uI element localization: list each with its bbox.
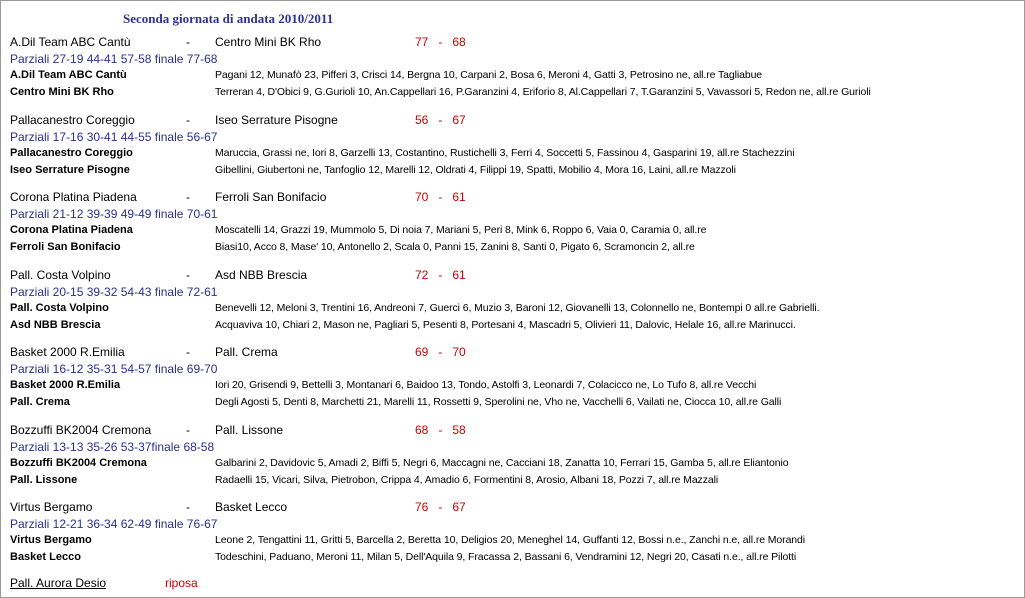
home-team-name: Bozzuffi BK2004 Cremona	[10, 422, 152, 437]
home-roster-team: Corona Platina Piadena	[10, 224, 133, 236]
home-roster-team: Pallacanestro Coreggio	[10, 146, 133, 159]
away-team-name: Iseo Serrature Pisogne	[215, 112, 338, 127]
away-roster-players: Radaelli 15, Vicari, Silva, Pietrobon, Crippa 4, Amadio 6, Formentini 8, Arosio, Albani 18, Pozzi 7, all.re Mazzali	[215, 473, 719, 486]
partial-scores: Parziali 16-12 35-31 54-57 finale 69-70	[10, 362, 218, 376]
away-roster-players: Degli Agosti 5, Denti 8, Marchetti 21, Marelli 11, Rossetti 9, Sperolini ne, Vho ne, Vacchelli 6, Vailati ne, Ciocca 10, all.re Galli	[215, 396, 782, 408]
match-block	[1, 113, 1021, 183]
away-roster-team: Ferroli San Bonifacio	[10, 241, 121, 253]
home-roster-team: Bozzuffi BK2004 Cremona	[10, 456, 147, 469]
home-roster-players: Benevelli 12, Meloni 3, Trentini 16, Andreoni 7, Guerci 6, Muzio 3, Baroni 12, Giovanelli 13, Colonnello ne, Bontempi 0 all.re Gabrielli.	[215, 301, 820, 314]
home-team-name: Basket 2000 R.Emilia	[10, 345, 125, 359]
match-separator: -	[186, 345, 190, 359]
home-roster-team: Pall. Costa Volpino	[10, 301, 109, 314]
home-roster-team: A.Dil Team ABC Cantù	[10, 69, 127, 81]
home-team-name: Corona Platina Piadena	[10, 190, 137, 204]
final-score: 70 - 61	[415, 190, 466, 204]
final-score: 68 - 58	[415, 422, 466, 437]
partial-scores: Parziali 17-16 30-41 44-55 finale 56-67	[10, 129, 218, 144]
match-separator: -	[186, 500, 190, 514]
away-roster-players: Todeschini, Paduano, Meroni 11, Milan 5, Dell'Aquila 9, Fracassa 2, Bassani 6, Vendramini 12, Negri 20, Casati n.e., all.re Pilotti	[215, 551, 797, 563]
match-separator: -	[186, 190, 190, 204]
match-block	[1, 268, 1021, 338]
away-team-name: Centro Mini BK Rho	[215, 35, 322, 49]
away-team-name: Ferroli San Bonifacio	[215, 190, 327, 204]
away-roster-players: Acquaviva 10, Chiari 2, Mason ne, Pagliari 5, Pesenti 8, Portesani 4, Mascadri 5, Olivieri 11, Dalovic, Helale 16, all.re Marinucci.	[215, 318, 796, 331]
home-team-name: Virtus Bergamo	[10, 500, 93, 514]
match-block	[1, 500, 1021, 570]
home-roster-players: Galbarini 2, Davidovic 5, Amadi 2, Biffi 5, Negri 6, Maccagni ne, Cacciani 18, Zanatta 10, Ferrari 15, Gamba 5, all.re Eliantonio	[215, 456, 789, 469]
match-separator: -	[186, 267, 190, 282]
away-roster-players: Gibellini, Giubertoni ne, Tanfoglio 12, Marelli 12, Oldrati 4, Filippi 19, Spatti, Mobilio 4, Mora 16, Laini, all.re Mazzoli	[215, 163, 736, 176]
away-roster-team: Pall. Lissone	[10, 473, 78, 486]
final-score: 69 - 70	[415, 345, 466, 359]
away-roster-team: Iseo Serrature Pisogne	[10, 163, 130, 176]
away-team-name: Basket Lecco	[215, 500, 288, 514]
away-team-name: Pall. Crema	[215, 345, 278, 359]
match-block	[1, 345, 1021, 415]
match-separator: -	[186, 35, 190, 49]
home-roster-players: Maruccia, Grassi ne, Iori 8, Garzelli 13, Costantino, Rustichelli 3, Ferri 4, Soccetti 5, Fassinou 4, Gasparini 19, all.re Stachezzini	[215, 146, 795, 159]
away-roster-team: Pall. Crema	[10, 396, 70, 408]
away-roster-players: Biasi10, Acco 8, Mase' 10, Antonello 2, Scala 0, Panni 15, Zanini 8, Santi 0, Pigato 6, Scramoncin 2, all.re	[215, 241, 695, 253]
home-team-name: Pall. Costa Volpino	[10, 267, 111, 282]
partial-scores: Parziali 21-12 39-39 49-49 finale 70-61	[10, 207, 218, 221]
page-title: Seconda giornata di andata 2010/2011	[123, 11, 334, 26]
home-roster-team: Basket 2000 R.Emilia	[10, 379, 121, 391]
final-score: 72 - 61	[415, 267, 466, 282]
home-roster-players: Leone 2, Tengattini 11, Gritti 5, Barcella 2, Beretta 10, Deligios 20, Meneghel 14, Guffanti 12, Bossi n.e., Zanchi n.e, all.re Morandi	[215, 534, 806, 546]
final-score: 77 - 68	[415, 35, 466, 49]
away-team-name: Asd NBB Brescia	[215, 267, 308, 282]
away-roster-players: Terreran 4, D'Obici 9, G.Gurioli 10, An.Cappellari 16, P.Garanzini 4, Eriforio 8, Al.Cappellari 7, T.Garanzini 5, Vavassori 5, Redon ne, all.re Gurioli	[215, 86, 871, 98]
away-roster-team: Centro Mini BK Rho	[10, 86, 114, 98]
home-roster-team: Virtus Bergamo	[10, 534, 92, 546]
away-team-name: Pall. Lissone	[215, 422, 284, 437]
home-roster-players: Pagani 12, Munafò 23, Pifferi 3, Crisci 14, Bergna 10, Carpani 2, Bosa 6, Meroni 4, Gatti 3, Petrosino ne, all.re Tagliabue	[215, 69, 763, 81]
final-score: 76 - 67	[415, 500, 466, 514]
partial-scores: Parziali 20-15 39-32 54-43 finale 72-61	[10, 284, 218, 299]
partial-scores: Parziali 13-13 35-26 53-37finale 68-58	[10, 439, 215, 454]
resting-team-name[interactable]: Pall. Aurora Desio	[10, 576, 107, 590]
partial-scores: Parziali 12-21 36-34 62-49 finale 76-67	[10, 517, 218, 531]
home-team-name: A.Dil Team ABC Cantù	[10, 35, 131, 49]
away-roster-team: Basket Lecco	[10, 551, 81, 563]
resting-team-row	[10, 576, 198, 590]
partial-scores: Parziali 27-19 44-41 57-58 finale 77-68	[10, 52, 218, 66]
match-block	[1, 423, 1021, 493]
home-roster-players: Moscatelli 14, Grazzi 19, Mummolo 5, Di noia 7, Mariani 5, Peri 8, Mink 6, Roppo 6, Vaia 0, Caramia 0, all.re	[215, 224, 707, 236]
match-block	[1, 35, 1021, 105]
match-separator: -	[186, 112, 190, 127]
away-roster-team: Asd NBB Brescia	[10, 318, 101, 331]
home-team-name: Pallacanestro Coreggio	[10, 112, 135, 127]
home-roster-players: Iori 20, Grisendi 9, Bettelli 3, Montanari 6, Baidoo 13, Tondo, Astolfi 3, Leonardi 7, Colacicco ne, Lo Tufo 8, all.re Vecchi	[215, 379, 757, 391]
match-separator: -	[186, 422, 190, 437]
match-block	[1, 190, 1021, 260]
resting-label: riposa	[165, 576, 198, 590]
final-score: 56 - 67	[415, 112, 466, 127]
